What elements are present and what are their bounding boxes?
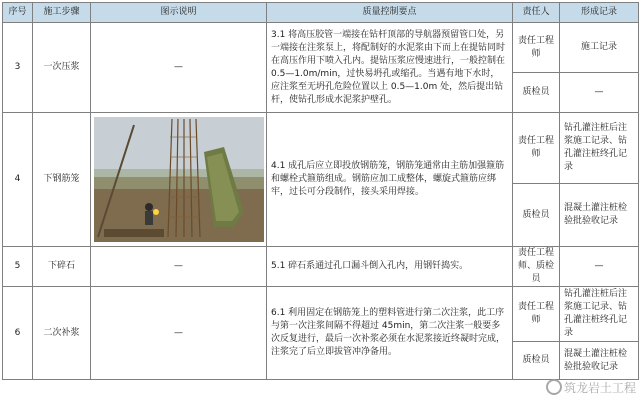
- step-name: 下碎石: [33, 247, 91, 287]
- header-figure: 图示说明: [91, 3, 267, 23]
- header-no: 序号: [3, 3, 33, 23]
- step-name: 下钢筋笼: [33, 113, 91, 247]
- quality-requirement: 5.1 碎石系通过孔口漏斗倒入孔内，用钢钎捣实。: [267, 247, 513, 287]
- quality-requirement: 6.1 利用固定在钢筋笼上的塑料管进行第二次注浆，此工序与第一次注浆间隔不得超过 45min，第二次注浆一般要多次反复进行，最后一次补浆必须在水泥浆接近终凝时完成，注浆完了后立即拔管冲净备用。: [267, 287, 513, 380]
- quality-requirement: 3.1 将高压胶管一端接在钻杆顶部的导航器预留管口处，另一端接在注浆泵上，将配制好的水泥浆由下而上在提钻同时在高压作用下喷入孔内。提钻压浆应慢速进行，一般控制在 0.5—1.0m/min，过快易坍孔或缩孔。当遇有地下水时，应注浆至无坍孔危险位置以上 0.5—1.0m 处，然后提出钻杆，使钻孔形成水泥浆护壁孔。: [267, 23, 513, 113]
- watermark: [546, 379, 636, 396]
- step-name: 一次压浆: [33, 23, 91, 113]
- record-cell: —: [560, 73, 639, 113]
- header-record: 形成记录: [560, 3, 639, 23]
- row-number: 6: [3, 287, 33, 380]
- row-number: 4: [3, 113, 33, 247]
- table-row: [3, 287, 639, 342]
- step-name: 二次补浆: [33, 287, 91, 380]
- header-person: 责任人: [513, 3, 560, 23]
- figure-cell: [91, 113, 267, 247]
- row-number: 3: [3, 23, 33, 113]
- record-cell: 钻孔灌注桩后注浆施工记录、钻孔灌注桩终孔记录: [560, 287, 639, 342]
- quality-requirement: 4.1 成孔后应立即投放钢筋笼，钢筋笼通常由主筋加强箍筋和螺栓式箍筋组成。钢筋应加工成整体，螺旋式箍筋应绑牢，过长可分段制作，接头采用焊接。: [267, 113, 513, 247]
- table-row: [3, 247, 639, 287]
- watermark-logo-icon: [546, 379, 562, 395]
- responsible-person: 质检员: [513, 342, 560, 380]
- record-cell: 混凝土灌注桩检验批验收记录: [560, 342, 639, 380]
- figure-cell: —: [91, 287, 267, 380]
- header-step: 施工步骤: [33, 3, 91, 23]
- record-cell: 施工记录: [560, 23, 639, 73]
- row-number: 5: [3, 247, 33, 287]
- responsible-person: 责任工程师: [513, 23, 560, 73]
- responsible-person: 质检员: [513, 73, 560, 113]
- rebar-cage-illustration: [94, 117, 264, 242]
- responsible-person: 质检员: [513, 184, 560, 247]
- header-row: [3, 3, 639, 23]
- figure-cell: —: [91, 23, 267, 113]
- record-cell: —: [560, 247, 639, 287]
- record-cell: 混凝土灌注桩检验批验收记录: [560, 184, 639, 247]
- table-row: [3, 23, 639, 73]
- rebar-cage-photo: [94, 117, 264, 242]
- table-row: [3, 113, 639, 184]
- header-requirement: 质量控制要点: [267, 3, 513, 23]
- watermark-text: 筑龙岩土工程: [563, 381, 636, 395]
- record-cell: 钻孔灌注桩后注浆施工记录、钻孔灌注桩终孔记录: [560, 113, 639, 184]
- responsible-person: 责任工程师: [513, 113, 560, 184]
- responsible-person: 责任工程师: [513, 287, 560, 342]
- responsible-person: 责任工程师、质检员: [513, 247, 560, 287]
- construction-quality-table: [2, 2, 639, 380]
- figure-cell: —: [91, 247, 267, 287]
